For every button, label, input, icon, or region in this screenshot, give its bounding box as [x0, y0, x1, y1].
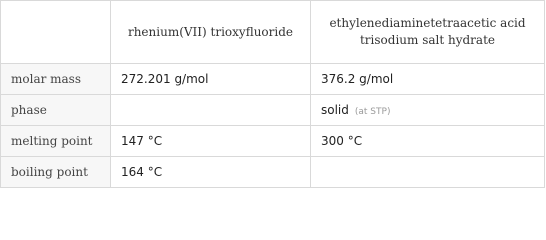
row-label: boiling point: [1, 157, 111, 188]
value-cell: [311, 157, 545, 188]
column-header-compound-1: rhenium(VII) trioxyfluoride: [111, 1, 311, 64]
row-phase: [1, 95, 545, 126]
value-cell: [111, 95, 311, 126]
value-cell: [111, 64, 311, 95]
row-molar-mass: [1, 64, 545, 95]
row-label: molar mass: [1, 64, 111, 95]
header-row: [1, 1, 545, 64]
value-cell: [111, 157, 311, 188]
value-cell: [311, 95, 545, 126]
value-text: 376.2 g/mol: [321, 72, 394, 86]
value-text: 272.201 g/mol: [121, 72, 209, 86]
column-header-compound-2: ethylenediaminetetraacetic acid trisodium salt hydrate: [311, 1, 545, 64]
value-text: solid: [321, 103, 349, 117]
condition-note: (at STP): [354, 107, 391, 117]
corner-cell: [1, 1, 111, 64]
value-cell: [311, 64, 545, 95]
value-text: 300 °C: [321, 134, 363, 148]
row-label: melting point: [1, 126, 111, 157]
value-cell: [111, 126, 311, 157]
row-melting-point: [1, 126, 545, 157]
value-cell: [311, 126, 545, 157]
value-text: 164 °C: [121, 165, 163, 179]
row-boiling-point: [1, 157, 545, 188]
value-text: 147 °C: [121, 134, 163, 148]
row-label: phase: [1, 95, 111, 126]
